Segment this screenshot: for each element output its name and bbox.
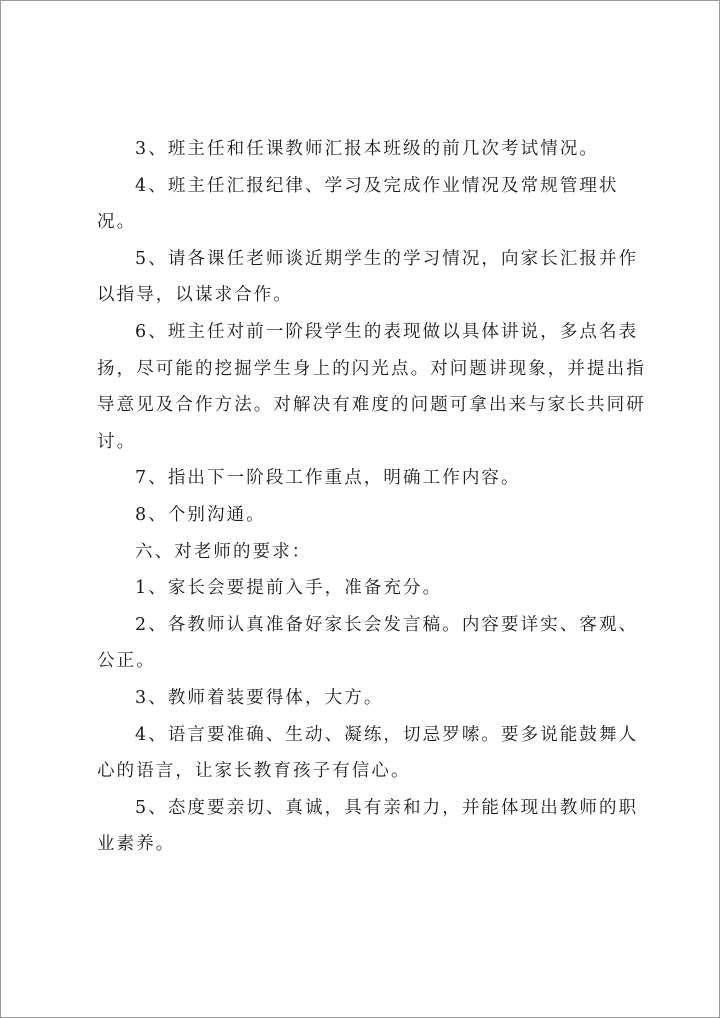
paragraph-item-5 bbox=[97, 241, 645, 314]
paragraph-item-3 bbox=[97, 131, 645, 168]
requirement-item-4 bbox=[97, 717, 645, 790]
paragraph-item-8 bbox=[97, 497, 645, 534]
document-body bbox=[97, 131, 645, 863]
requirement-item-1 bbox=[97, 570, 645, 607]
text-line: 7、指出下一阶段工作重点，明确工作内容。 bbox=[135, 468, 521, 489]
text-line: 1、家长会要提前入手，准备充分。 bbox=[135, 578, 443, 599]
section-heading: 六、对老师的要求： bbox=[135, 541, 312, 562]
requirement-item-3 bbox=[97, 680, 645, 717]
text-line: 3、班主任和任课教师汇报本班级的前几次考试情况。 bbox=[135, 139, 600, 159]
text-line: 导意见及合作方法。对解决有难度的问题可拿出来与家长共同研 bbox=[97, 395, 646, 416]
paragraph-item-6 bbox=[97, 314, 645, 460]
text-line: 6、班主任对前一阶段学生的表现做以具体讲说，多点名表 bbox=[135, 321, 639, 342]
text-line: 讨。 bbox=[97, 431, 137, 452]
paragraph-item-7 bbox=[97, 460, 645, 497]
text-line: 5、请各课任老师谈近期学生的学习情况，向家长汇报并作 bbox=[135, 248, 639, 269]
text-line: 4、语言要准确、生动、凝练，切忌罗嗦。要多说能鼓舞人 bbox=[135, 724, 639, 745]
requirement-item-2 bbox=[97, 607, 645, 680]
section-heading-6 bbox=[97, 534, 645, 571]
text-line: 以指导，以谋求合作。 bbox=[97, 285, 293, 306]
text-line: 8、个别沟通。 bbox=[135, 504, 266, 525]
text-line: 4、班主任汇报纪律、学习及完成作业情况及常规管理状 bbox=[135, 175, 619, 196]
text-line: 3、教师着装要得体，大方。 bbox=[135, 687, 384, 708]
text-line: 扬，尽可能的挖掘学生身上的闪光点。对问题讲现象，并提出指 bbox=[97, 358, 646, 379]
requirement-item-5 bbox=[97, 790, 645, 863]
paragraph-item-4 bbox=[97, 168, 645, 241]
text-line: 5、态度要亲切、真诚，具有亲和力，并能体现出教师的职 bbox=[135, 797, 639, 818]
text-line: 公正。 bbox=[97, 651, 156, 672]
text-line: 2、各教师认真准备好家长会发言稿。内容要详实、客观、 bbox=[135, 614, 639, 635]
text-line: 心的语言，让家长教育孩子有信心。 bbox=[97, 761, 411, 782]
text-line: 况。 bbox=[97, 212, 137, 233]
text-line: 业素养。 bbox=[97, 834, 176, 855]
